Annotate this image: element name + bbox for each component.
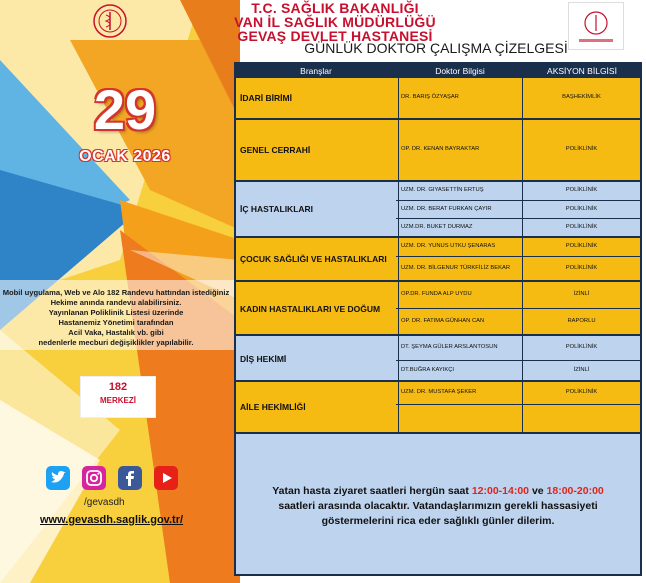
youtube-icon[interactable] <box>154 466 178 490</box>
header-line-3: GEVAŞ DEVLET HASTANESİ <box>237 28 433 44</box>
info-line: Hekime anında randevu alabilirsiniz. <box>50 298 182 307</box>
branch-block <box>236 382 640 434</box>
branch-name: KADIN HASTALIKLARI VE DOĞUM <box>240 304 381 314</box>
date-month-year: OCAK 2026 <box>79 148 171 165</box>
branch-block <box>236 282 640 336</box>
info-line: Acil Vaka, Hastalık vb. gibi <box>68 328 164 337</box>
action-status: POLİKLİNİK <box>522 219 640 236</box>
branch-block <box>236 78 640 120</box>
schedule-table <box>234 62 642 576</box>
doctor-name: UZM. DR. YUNUS UTKU ŞENARAS <box>398 238 522 256</box>
header-branch: Branşlar <box>300 66 332 76</box>
info-line: Mobil uygulama, Web ve Alo 182 Randevu hattından istediğiniz <box>2 288 230 297</box>
info-line: Yayınlanan Poliklinik Listesi üzerinde <box>48 308 184 317</box>
alo-182-logo <box>80 376 156 418</box>
action-status: POLİKLİNİK <box>522 182 640 200</box>
table-header <box>236 64 640 78</box>
doctor-name <box>398 405 522 432</box>
instagram-icon[interactable] <box>82 466 106 490</box>
appointment-info <box>0 288 232 348</box>
header-action: AKSİYON BİLGİSİ <box>547 66 617 76</box>
info-line: nedenlerle mecburi değişiklikler yapılabilir. <box>38 338 194 347</box>
doctor-name: OP. DR. KENAN BAYRAKTAR <box>398 120 522 180</box>
table-row <box>396 282 640 308</box>
note-text: Yatan hasta ziyaret saatleri hergün saat <box>272 485 472 497</box>
note-time-1: 12:00-14:00 <box>471 485 530 497</box>
action-status: POLİKLİNİK <box>522 336 640 360</box>
action-status: RAPORLU <box>522 309 640 334</box>
branch-name: ÇOCUK SAĞLIĞI VE HASTALIKLARI <box>240 254 387 264</box>
table-row <box>396 200 640 218</box>
doctor-name: DR. BARIŞ ÖZYAŞAR <box>398 78 522 118</box>
note-text: saatleri arasında olacaktır. Vatandaşlarımızın gerekli hassasiyeti göstermelerini rica eder sağlıklı günler dilerim. <box>278 500 598 527</box>
branch-block <box>236 336 640 382</box>
date-day: 29 <box>93 78 157 141</box>
action-status: İZİNLİ <box>522 361 640 380</box>
doctor-name: UZM. DR. MUSTAFA ŞEKER <box>398 382 522 404</box>
table-row <box>396 218 640 236</box>
logo-182-number: 182 <box>108 381 128 393</box>
table-row <box>396 238 640 256</box>
page-subtitle: GÜNLÜK DOKTOR ÇALIŞMA ÇİZELGESİ <box>304 40 568 56</box>
facebook-icon[interactable] <box>118 466 142 490</box>
note-time-2: 18:00-20:00 <box>546 485 604 497</box>
doctor-name: OP. DR. FATIMA GÜNHAN CAN <box>398 309 522 334</box>
branch-name: GENEL CERRAHİ <box>240 145 311 155</box>
website-link[interactable]: www.gevasdh.saglik.gov.tr/ <box>40 514 184 526</box>
branch-name: DİŞ HEKİMİ <box>240 354 287 364</box>
branch-block <box>236 120 640 182</box>
table-row <box>396 120 640 180</box>
branch-block <box>236 182 640 238</box>
branch-name: AİLE HEKİMLİĞİ <box>240 402 306 412</box>
header-doctor: Doktor Bilgisi <box>435 66 485 76</box>
doctor-name: OP.DR. FUNDA ALP UYDU <box>398 282 522 308</box>
doctor-name: UZM. DR. BERAT FURKAN ÇAYIR <box>398 201 522 218</box>
action-status: POLİKLİNİK <box>522 238 640 256</box>
table-row <box>396 336 640 360</box>
branch-name: İDARİ BİRİMİ <box>240 93 292 103</box>
doctor-name: UZM. DR. BİLGENUR TÜRKFİLİZ BEKAR <box>398 257 522 280</box>
table-row <box>396 182 640 200</box>
logo-182-label: MERKEZİ <box>100 396 136 405</box>
table-row <box>396 308 640 334</box>
branch-name: İÇ HASTALIKLARI <box>240 204 314 214</box>
action-status: POLİKLİNİK <box>522 382 640 404</box>
action-status: İZİNLİ <box>522 282 640 308</box>
table-row <box>396 256 640 280</box>
info-line: Hastanemiz Yönetimi tarafından <box>58 318 174 327</box>
doctor-name: DT.BUĞRA KAYIKÇI <box>398 361 522 380</box>
branch-block <box>236 238 640 282</box>
header-line-2: VAN İL SAĞLIK MÜDÜRLÜĞÜ <box>234 14 436 30</box>
table-row <box>396 78 640 118</box>
social-handle: /gevasdh <box>84 497 125 508</box>
table-row <box>396 404 640 432</box>
doctor-name: DT. ŞEYMA GÜLER ARSLANTOSUN <box>398 336 522 360</box>
doctor-name: UZM. DR. GIYASETTİN ERTUŞ <box>398 182 522 200</box>
action-status: BAŞHEKİMLİK <box>522 78 640 118</box>
action-status: POLİKLİNİK <box>522 257 640 280</box>
note-text: ve <box>529 485 547 497</box>
ministry-logo <box>90 2 130 40</box>
table-row <box>396 382 640 404</box>
header-line-1: T.C. SAĞLIK BAKANLIĞI <box>251 0 419 16</box>
action-status: POLİKLİNİK <box>522 201 640 218</box>
action-status <box>522 405 640 432</box>
visiting-hours-note <box>236 434 640 574</box>
doctor-name: UZM.DR. BUKET DURMAZ <box>398 219 522 236</box>
header-title <box>200 1 470 43</box>
action-status: POLİKLİNİK <box>522 120 640 180</box>
social-icons <box>46 466 186 492</box>
table-row <box>396 360 640 380</box>
twitter-icon[interactable] <box>46 466 70 490</box>
